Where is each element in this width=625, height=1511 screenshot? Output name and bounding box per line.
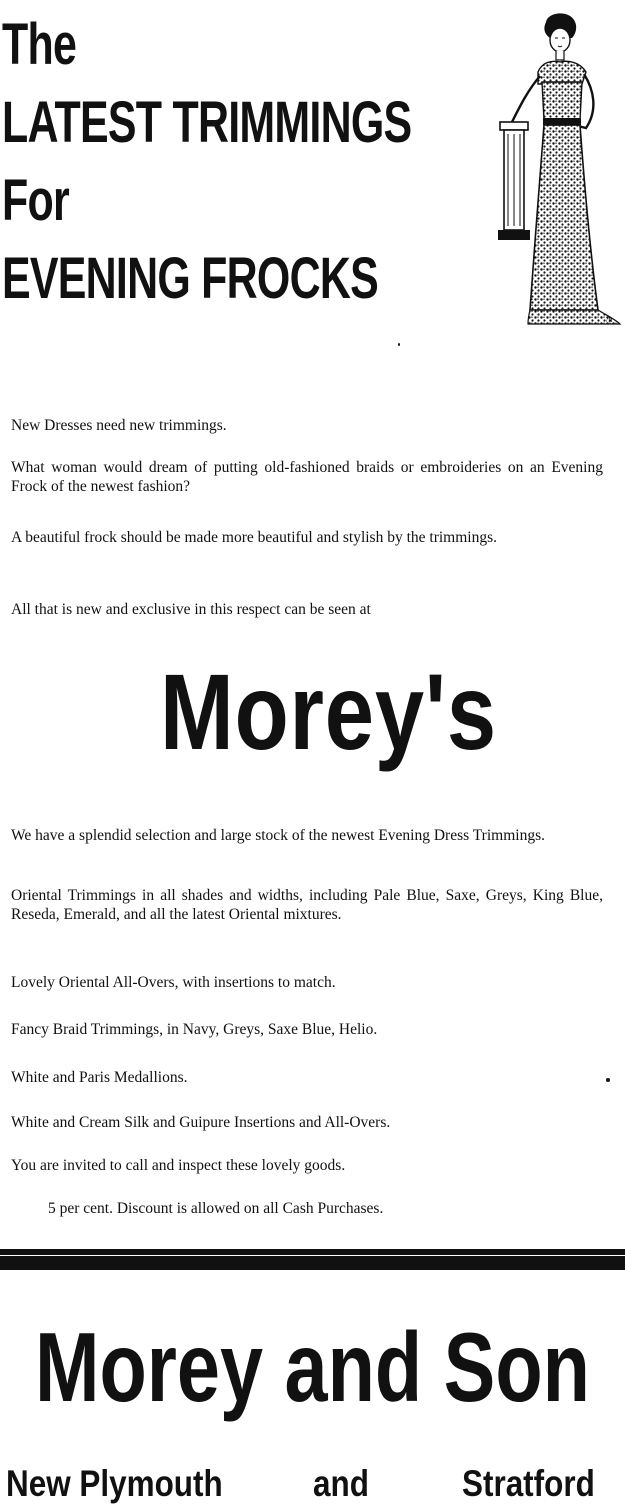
headline-line-for: For <box>2 168 69 233</box>
intro-paragraph: All that is new and exclusive in this respect can be seen at <box>11 601 371 618</box>
woman-evening-gown-icon <box>498 10 622 328</box>
print-speck <box>606 1078 610 1082</box>
detail-paragraph: Lovely Oriental All-Overs, with insertions to match. <box>11 974 336 991</box>
detail-paragraph: White and Paris Medallions. <box>11 1069 188 1086</box>
detail-paragraph: You are invited to call and inspect these lovely goods. <box>11 1157 346 1174</box>
intro-paragraph: New Dresses need new trimmings. <box>11 417 227 434</box>
svg-text:/h: /h <box>606 315 613 324</box>
detail-paragraph: Fancy Braid Trimmings, in Navy, Greys, Saxe Blue, Helio. <box>11 1021 378 1038</box>
divider-rule-thick <box>0 1256 625 1270</box>
detail-paragraph: White and Cream Silk and Guipure Insertions and All-Overs. <box>11 1114 391 1131</box>
footer-business-name: Morey and Son <box>35 1312 590 1422</box>
detail-paragraph: Oriental Trimmings in all shades and widths, including Pale Blue, Saxe, Greys, King Blue, Reseda, Emerald, and all the latest Oriental mixtures. <box>11 887 603 923</box>
brand-name: Morey's <box>160 651 497 772</box>
divider-rule-thin <box>0 1249 625 1255</box>
headline-line-latest-trimmings: LATEST TRIMMINGS <box>2 90 412 155</box>
intro-paragraph: What woman would dream of putting old-fashioned braids or embroideries on an Evening Frock of the newest fashion? <box>11 459 603 495</box>
headline-line-evening-frocks: EVENING FROCKS <box>2 246 378 311</box>
headline-line-the: The <box>2 12 77 77</box>
discount-notice: 5 per cent. Discount is allowed on all Cash Purchases. <box>48 1200 384 1217</box>
intro-paragraph: A beautiful frock should be made more beautiful and stylish by the trimmings. <box>11 529 498 546</box>
footer-town-stratford: Stratford <box>462 1463 595 1504</box>
detail-paragraph: We have a splendid selection and large stock of the newest Evening Dress Trimmings. <box>11 827 545 844</box>
footer-town-new-plymouth: New Plymouth <box>6 1463 223 1504</box>
print-speck <box>398 343 400 346</box>
footer-connector-and: and <box>313 1463 369 1504</box>
